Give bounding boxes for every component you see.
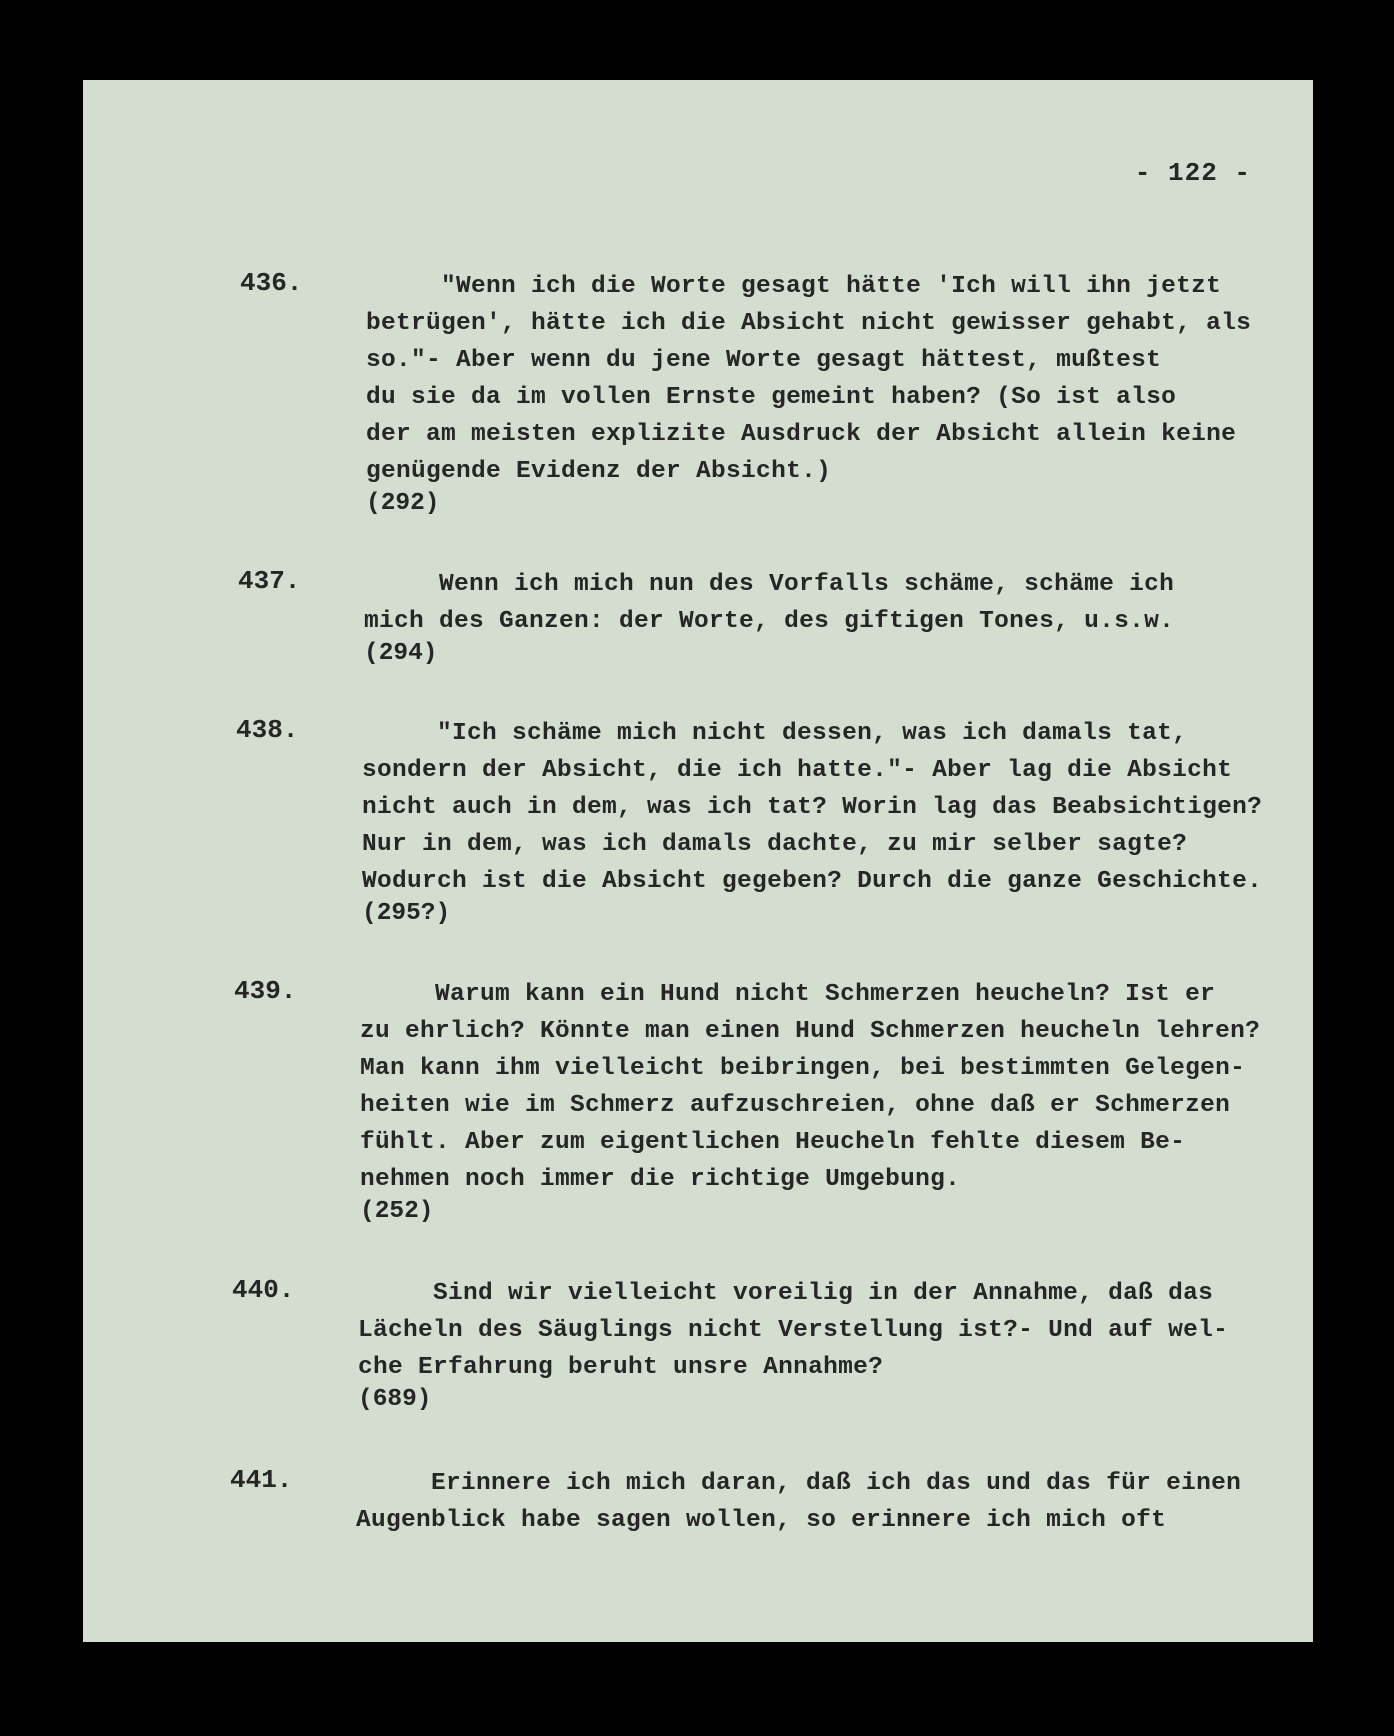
entry-reference: (294) [364, 640, 438, 667]
entry-number: 441. [230, 1465, 293, 1495]
entry-line: nehmen noch immer die richtige Umgebung. [360, 1166, 961, 1193]
entry-line: heiten wie im Schmerz aufzuschreien, ohne daß er Schmerzen [360, 1092, 1231, 1119]
entry-reference: (252) [360, 1198, 434, 1225]
entry-line: "Wenn ich die Worte gesagt hätte 'Ich will ihn jetzt [441, 273, 1222, 300]
entry-line: Man kann ihm vielleicht beibringen, bei bestimmten Gelegen- [360, 1055, 1246, 1082]
entry-line: der am meisten explizite Ausdruck der Absicht allein keine [366, 421, 1237, 448]
entry-reference: (295?) [362, 900, 451, 927]
entry-line: Erinnere ich mich daran, daß ich das und das für einen [431, 1470, 1242, 1497]
entry-reference: (689) [358, 1386, 432, 1413]
entry-line: nicht auch in dem, was ich tat? Worin lag das Beabsichtigen? [362, 794, 1263, 821]
entry-number: 437. [238, 566, 301, 596]
entry-number: 438. [236, 715, 299, 745]
entry-number: 439. [234, 976, 297, 1006]
entry-line: fühlt. Aber zum eigentlichen Heucheln fehlte diesem Be- [360, 1129, 1186, 1156]
entry-line: betrügen', hätte ich die Absicht nicht gewisser gehabt, als [366, 310, 1252, 337]
entry-line: mich des Ganzen: der Worte, des giftigen Tones, u.s.w. [364, 608, 1175, 635]
entry-reference: (292) [366, 490, 440, 517]
entry-line: genügende Evidenz der Absicht.) [366, 458, 832, 485]
entry-line: "Ich schäme mich nicht dessen, was ich damals tat, [437, 720, 1188, 747]
entry-line: Lächeln des Säuglings nicht Verstellung ist?- Und auf wel- [358, 1317, 1229, 1344]
entry-line: zu ehrlich? Könnte man einen Hund Schmerzen heucheln lehren? [360, 1018, 1261, 1045]
entry-line: Warum kann ein Hund nicht Schmerzen heucheln? Ist er [435, 981, 1216, 1008]
entry-number: 436. [240, 268, 303, 298]
entry-number: 440. [232, 1275, 295, 1305]
entry-line: sondern der Absicht, die ich hatte."- Aber lag die Absicht [362, 757, 1233, 784]
entry-line: Wenn ich mich nun des Vorfalls schäme, schäme ich [439, 571, 1175, 598]
entry-line: Sind wir vielleicht voreilig in der Annahme, daß das [433, 1280, 1214, 1307]
entry-line: Nur in dem, was ich damals dachte, zu mir selber sagte? [362, 831, 1188, 858]
entry-line: Augenblick habe sagen wollen, so erinnere ich mich oft [356, 1507, 1167, 1534]
page-number: - 122 - [1134, 158, 1251, 188]
entry-line: Wodurch ist die Absicht gegeben? Durch die ganze Geschichte. [362, 868, 1263, 895]
entry-line: che Erfahrung beruht unsre Annahme? [358, 1354, 884, 1381]
entry-line: du sie da im vollen Ernste gemeint haben? (So ist also [366, 384, 1177, 411]
document-page [83, 80, 1313, 1642]
entry-line: so."- Aber wenn du jene Worte gesagt hättest, mußtest [366, 347, 1162, 374]
